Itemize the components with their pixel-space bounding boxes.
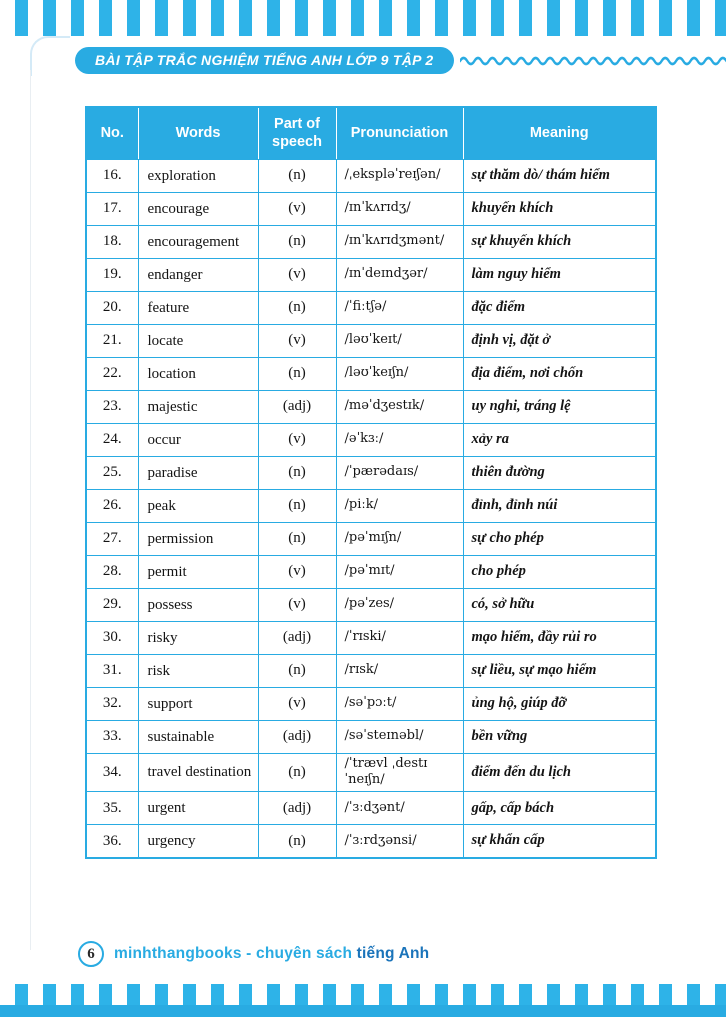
meaning-cell: uy nghi, tráng lệ <box>463 390 656 423</box>
pronunciation-cell: /pəˈmɪʃn/ <box>336 522 463 555</box>
row-number-cell: 26. <box>86 489 138 522</box>
word-cell: sustainable <box>138 720 258 753</box>
word-cell: endanger <box>138 258 258 291</box>
pronunciation-cell: /ɪnˈkʌrɪdʒ/ <box>336 192 463 225</box>
table-row <box>86 555 656 588</box>
table-row <box>86 792 656 825</box>
footer-highlight: tiếng Anh <box>356 945 430 962</box>
row-number-cell: 32. <box>86 687 138 720</box>
part-of-speech-cell: (adj) <box>258 621 336 654</box>
meaning-cell: cho phép <box>463 555 656 588</box>
meaning-cell: sự khẩn cấp <box>463 825 656 858</box>
part-of-speech-cell: (n) <box>258 753 336 792</box>
word-cell: encourage <box>138 192 258 225</box>
word-cell: travel destination <box>138 753 258 792</box>
table-row <box>86 291 656 324</box>
word-cell: risky <box>138 621 258 654</box>
part-of-speech-cell: (v) <box>258 555 336 588</box>
pronunciation-cell: /ˌekspləˈreɪʃən/ <box>336 159 463 192</box>
meaning-cell: xảy ra <box>463 423 656 456</box>
table-row <box>86 423 656 456</box>
table-row <box>86 159 656 192</box>
row-number-cell: 22. <box>86 357 138 390</box>
header-pronunciation: Pronunciation <box>336 107 463 159</box>
word-cell: exploration <box>138 159 258 192</box>
part-of-speech-cell: (v) <box>258 588 336 621</box>
word-cell: majestic <box>138 390 258 423</box>
page-number: 6 <box>87 945 95 962</box>
meaning-cell: sự liều, sự mạo hiểm <box>463 654 656 687</box>
part-of-speech-cell: (n) <box>258 456 336 489</box>
row-number-cell: 30. <box>86 621 138 654</box>
row-number-cell: 24. <box>86 423 138 456</box>
meaning-cell: gấp, cấp bách <box>463 792 656 825</box>
table-header-row <box>86 107 656 159</box>
meaning-cell: điểm đến du lịch <box>463 753 656 792</box>
meaning-cell: sự cho phép <box>463 522 656 555</box>
pronunciation-cell: /səˈsteɪnəbl/ <box>336 720 463 753</box>
meaning-cell: ủng hộ, giúp đỡ <box>463 687 656 720</box>
word-cell: locate <box>138 324 258 357</box>
part-of-speech-cell: (adj) <box>258 390 336 423</box>
row-number-cell: 16. <box>86 159 138 192</box>
table-row <box>86 324 656 357</box>
table-row <box>86 489 656 522</box>
row-number-cell: 18. <box>86 225 138 258</box>
word-cell: permit <box>138 555 258 588</box>
page-footer <box>78 941 429 967</box>
row-number-cell: 28. <box>86 555 138 588</box>
table-row <box>86 522 656 555</box>
word-cell: peak <box>138 489 258 522</box>
page-header <box>75 47 726 74</box>
footer-brand: minhthangbooks <box>114 945 242 962</box>
table-row <box>86 753 656 792</box>
word-cell: urgent <box>138 792 258 825</box>
word-cell: feature <box>138 291 258 324</box>
pronunciation-cell: /ɪnˈkʌrɪdʒmənt/ <box>336 225 463 258</box>
pronunciation-cell: /ləʊˈkeɪʃn/ <box>336 357 463 390</box>
part-of-speech-cell: (n) <box>258 225 336 258</box>
table-row <box>86 192 656 225</box>
bottom-blue-bar <box>0 1005 726 1017</box>
table-row <box>86 654 656 687</box>
meaning-cell: định vị, đặt ở <box>463 324 656 357</box>
table-row <box>86 621 656 654</box>
part-of-speech-cell: (n) <box>258 291 336 324</box>
word-cell: support <box>138 687 258 720</box>
pronunciation-cell: /pəˈmɪt/ <box>336 555 463 588</box>
part-of-speech-cell: (n) <box>258 489 336 522</box>
table-row <box>86 456 656 489</box>
top-stripe-band <box>0 0 726 36</box>
row-number-cell: 23. <box>86 390 138 423</box>
part-of-speech-cell: (v) <box>258 687 336 720</box>
pronunciation-cell: /ˈfiːtʃə/ <box>336 291 463 324</box>
table-row <box>86 687 656 720</box>
word-cell: urgency <box>138 825 258 858</box>
table-row <box>86 390 656 423</box>
pronunciation-cell: /əˈkɜː/ <box>336 423 463 456</box>
meaning-cell: địa điểm, nơi chốn <box>463 357 656 390</box>
footer-text <box>114 945 429 963</box>
page-title: BÀI TẬP TRẮC NGHIỆM TIẾNG ANH LỚP 9 TẬP 2 <box>75 47 454 74</box>
header-part-of-speech: Part of speech <box>258 107 336 159</box>
header-no: No. <box>86 107 138 159</box>
meaning-cell: làm nguy hiểm <box>463 258 656 291</box>
vocabulary-table <box>85 106 657 859</box>
table-row <box>86 225 656 258</box>
page-spine-line <box>30 70 31 950</box>
word-cell: encouragement <box>138 225 258 258</box>
pronunciation-cell: /rɪsk/ <box>336 654 463 687</box>
part-of-speech-cell: (v) <box>258 258 336 291</box>
table-row <box>86 588 656 621</box>
table-row <box>86 258 656 291</box>
row-number-cell: 29. <box>86 588 138 621</box>
pronunciation-cell: /səˈpɔːt/ <box>336 687 463 720</box>
page-number-badge <box>78 941 104 967</box>
part-of-speech-cell: (n) <box>258 654 336 687</box>
meaning-cell: mạo hiểm, đầy rủi ro <box>463 621 656 654</box>
meaning-cell: đặc điểm <box>463 291 656 324</box>
row-number-cell: 35. <box>86 792 138 825</box>
part-of-speech-cell: (v) <box>258 192 336 225</box>
meaning-cell: khuyến khích <box>463 192 656 225</box>
row-number-cell: 17. <box>86 192 138 225</box>
word-cell: possess <box>138 588 258 621</box>
part-of-speech-cell: (adj) <box>258 720 336 753</box>
row-number-cell: 20. <box>86 291 138 324</box>
pronunciation-cell: /pəˈzes/ <box>336 588 463 621</box>
row-number-cell: 27. <box>86 522 138 555</box>
word-cell: occur <box>138 423 258 456</box>
pronunciation-cell: /ɪnˈdeɪndʒər/ <box>336 258 463 291</box>
pronunciation-cell: /ˈrɪski/ <box>336 621 463 654</box>
pronunciation-cell: /ˈɜːrdʒənsi/ <box>336 825 463 858</box>
row-number-cell: 34. <box>86 753 138 792</box>
word-cell: paradise <box>138 456 258 489</box>
table-row <box>86 357 656 390</box>
header-meaning: Meaning <box>463 107 656 159</box>
meaning-cell: thiên đường <box>463 456 656 489</box>
row-number-cell: 25. <box>86 456 138 489</box>
page-corner-decoration <box>30 36 70 76</box>
meaning-cell: sự thăm dò/ thám hiểm <box>463 159 656 192</box>
row-number-cell: 33. <box>86 720 138 753</box>
row-number-cell: 21. <box>86 324 138 357</box>
pronunciation-cell: /ˈɜːdʒənt/ <box>336 792 463 825</box>
meaning-cell: có, sở hữu <box>463 588 656 621</box>
header-words: Words <box>138 107 258 159</box>
meaning-cell: bền vững <box>463 720 656 753</box>
word-cell: location <box>138 357 258 390</box>
pronunciation-cell: /məˈdʒestɪk/ <box>336 390 463 423</box>
part-of-speech-cell: (adj) <box>258 792 336 825</box>
bottom-stripe-band <box>0 984 726 1005</box>
part-of-speech-cell: (v) <box>258 324 336 357</box>
pronunciation-cell: /ˈpærədaɪs/ <box>336 456 463 489</box>
meaning-cell: sự khuyến khích <box>463 225 656 258</box>
meaning-cell: đỉnh, đỉnh núi <box>463 489 656 522</box>
word-cell: permission <box>138 522 258 555</box>
word-cell: risk <box>138 654 258 687</box>
row-number-cell: 36. <box>86 825 138 858</box>
part-of-speech-cell: (n) <box>258 825 336 858</box>
footer-tagline: - chuyên sách <box>246 945 353 962</box>
row-number-cell: 19. <box>86 258 138 291</box>
part-of-speech-cell: (v) <box>258 423 336 456</box>
part-of-speech-cell: (n) <box>258 522 336 555</box>
table-row <box>86 825 656 858</box>
part-of-speech-cell: (n) <box>258 159 336 192</box>
pronunciation-cell: /piːk/ <box>336 489 463 522</box>
part-of-speech-cell: (n) <box>258 357 336 390</box>
pronunciation-cell: /ləʊˈkeɪt/ <box>336 324 463 357</box>
table-row <box>86 720 656 753</box>
row-number-cell: 31. <box>86 654 138 687</box>
wave-divider <box>460 55 726 67</box>
pronunciation-cell: /ˈtrævl ˌdestɪˈneɪʃn/ <box>336 753 463 792</box>
